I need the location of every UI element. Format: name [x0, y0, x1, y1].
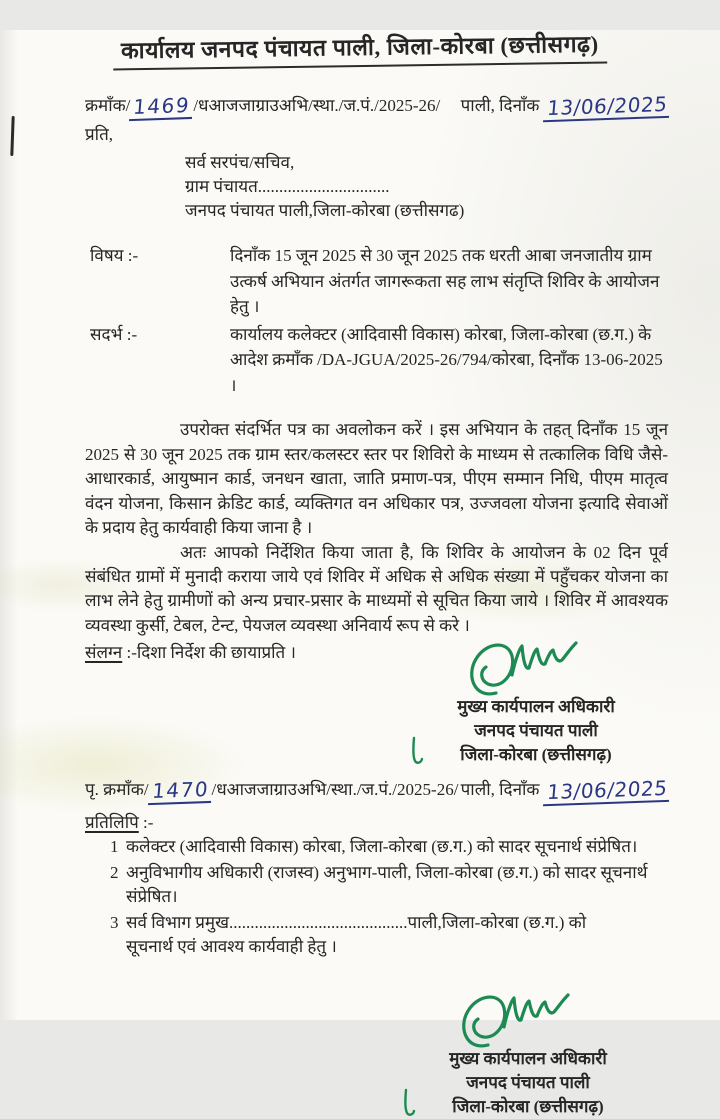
signatory-district: जिला-कोरबा (छत्तीसगढ़)	[388, 1095, 668, 1119]
ref-suffix: /धआजजाग्राउअभि/स्था./ज.पं./2025-26/	[211, 779, 459, 799]
copy-text: अनुविभागीय अधिकारी (राजस्व) अनुभाग-पाली, जिला-कोरबा (छ.ग.) को सादर सूचनार्थ संप्रेषित।	[126, 862, 648, 907]
signature-block-top	[396, 633, 676, 766]
reference-number-row	[85, 93, 670, 120]
place-date-label: पाली, दिनाँक	[460, 779, 540, 799]
subject-row	[90, 243, 665, 320]
endorsement-number-row	[85, 777, 670, 804]
copy-item-1	[110, 835, 680, 859]
copy-number: 1	[110, 836, 119, 856]
copy-number: 3	[110, 913, 119, 933]
letter-page	[0, 30, 720, 1116]
handwritten-date: 13/06/2025	[543, 94, 671, 122]
signatory-office: जनपद पंचायत पाली	[466, 1073, 590, 1093]
signature-scribble	[448, 985, 598, 1063]
enclosure-text: :-दिशा निर्देश की छायाप्रति ।	[122, 643, 296, 663]
signatory-district: जिला-कोरबा (छत्तीसगढ़)	[396, 743, 676, 767]
signature-block-bottom	[388, 985, 668, 1118]
body-paragraph-1: उपरोक्त संदर्भित पत्र का अवलोकन करें । इस अभियान के तहत् दिनाँक 15 जून 2025 से 30 जून 2025 तक ग्राम स्तर/कलस्टर स्तर पर शिविरो के माध्यम से तत्कालिक विधि जैसे- आधारकार्ड, आयुष्मान कार्ड, जनधन खाता, जाति प्रमाण-पत्र, पीएम सम्मान निधि, पीएम मातृत्व वंदन योजना, किसान क्रेडिट कार्ड, व्यक्तिगत वन अधिकार पत्र, उज्जवला योजना इत्यादि सेवाओं के प्रदाय हेतु कार्यवाही किया जाना है ।	[85, 420, 668, 538]
addressee-line: सर्व सरपंच/सचिव,	[185, 152, 295, 172]
copies-heading: प्रतिलिपि :-	[85, 812, 154, 832]
page-title: कार्यालय जनपद पंचायत पाली, जिला-कोरबा (छत्तीसगढ़)	[113, 27, 607, 71]
signatory-title: मुख्य कार्यपालन अधिकारी	[457, 697, 615, 717]
copy-number: 2	[110, 862, 119, 882]
reference-text: कार्यालय कलेक्टर (आदिवासी विकास) कोरबा, जिला-कोरबा (छ.ग.) के आदेश क्रमाँक /DA-JGUA/2025-26/794/कोरबा, दिनाँक 13-06-2025 ।	[230, 324, 663, 395]
signature-scribble	[456, 633, 606, 711]
subject-label: विषय :-	[90, 246, 139, 266]
place-date-label: पाली, दिनाँक	[460, 96, 540, 115]
margin-pen-mark	[10, 116, 14, 156]
place-date	[461, 93, 670, 120]
addressee-block	[185, 151, 720, 223]
ref-suffix: /धआजजाग्राउअभि/स्था./ज.पं./2025-26/	[193, 96, 441, 115]
reference-row	[90, 322, 665, 399]
reference-number	[85, 93, 440, 120]
ref-label: पृ. क्रमाँक/	[85, 779, 149, 799]
copy-item-2	[110, 861, 680, 909]
copy-text: सर्व विभाग प्रमुख..........................................पाली,जिला-कोरबा (छ.ग.) को	[126, 913, 587, 933]
reference-label: सदर्भ :-	[90, 324, 138, 344]
pen-mark	[402, 1089, 416, 1117]
subject-text: दिनाँक 15 जून 2025 से 30 जून 2025 तक धरती आबा जनजातीय ग्राम उत्कर्ष अभियान अंतर्गत जागरूकता सह लाभ संतृप्ति शिविर के आयोजन हेतु ।	[230, 246, 660, 317]
salutation: प्रति,	[85, 125, 114, 144]
handwritten-ref-number: 1470	[148, 779, 213, 805]
endorsement-number	[85, 777, 458, 804]
signatory-title: मुख्य कार्यपालन अधिकारी	[449, 1049, 607, 1069]
handwritten-ref-number: 1469	[129, 95, 194, 121]
handwritten-date: 13/06/2025	[543, 778, 671, 806]
body-paragraph-2: अतः आपको निर्देशित किया जाता है, कि शिविर के आयोजन के 02 दिन पूर्व संबंधित ग्रामों में मुनादी कराया जाये एवं शिविर में अधिक से अधिक संख्या में पहुँचकर योजना का लाभ लेने हेतु ग्रामीणों को अन्य प्रचार-प्रसार के माध्यमों से सूचित किया जाये । शिविर में आवश्यक व्यवस्था कुर्सी, टेबल, टेन्ट, पेयजल व्यवस्था अनिवार्य रूप से करे ।	[85, 542, 668, 635]
enclosure-label: संलग्न	[85, 643, 123, 663]
addressee-line: ग्राम पंचायत...............................	[185, 176, 390, 196]
place-date	[461, 777, 670, 804]
signatory-office: जनपद पंचायत पाली	[474, 721, 598, 741]
pen-mark	[410, 737, 424, 765]
copy-text: कलेक्टर (आदिवासी विकास) कोरबा, जिला-कोरबा (छ.ग.) को सादर सूचनार्थ संप्रेषित।	[126, 836, 638, 856]
ref-label: क्रमाँक/	[85, 96, 131, 115]
addressee-line: जनपद पंचायत पाली,जिला-कोरबा (छत्तीसगढ)	[185, 201, 465, 221]
copy-item-3	[110, 911, 680, 935]
copy-item-3-continuation: सूचनार्थ एवं आवश्य कार्यवाही हेतु ।	[126, 937, 337, 957]
